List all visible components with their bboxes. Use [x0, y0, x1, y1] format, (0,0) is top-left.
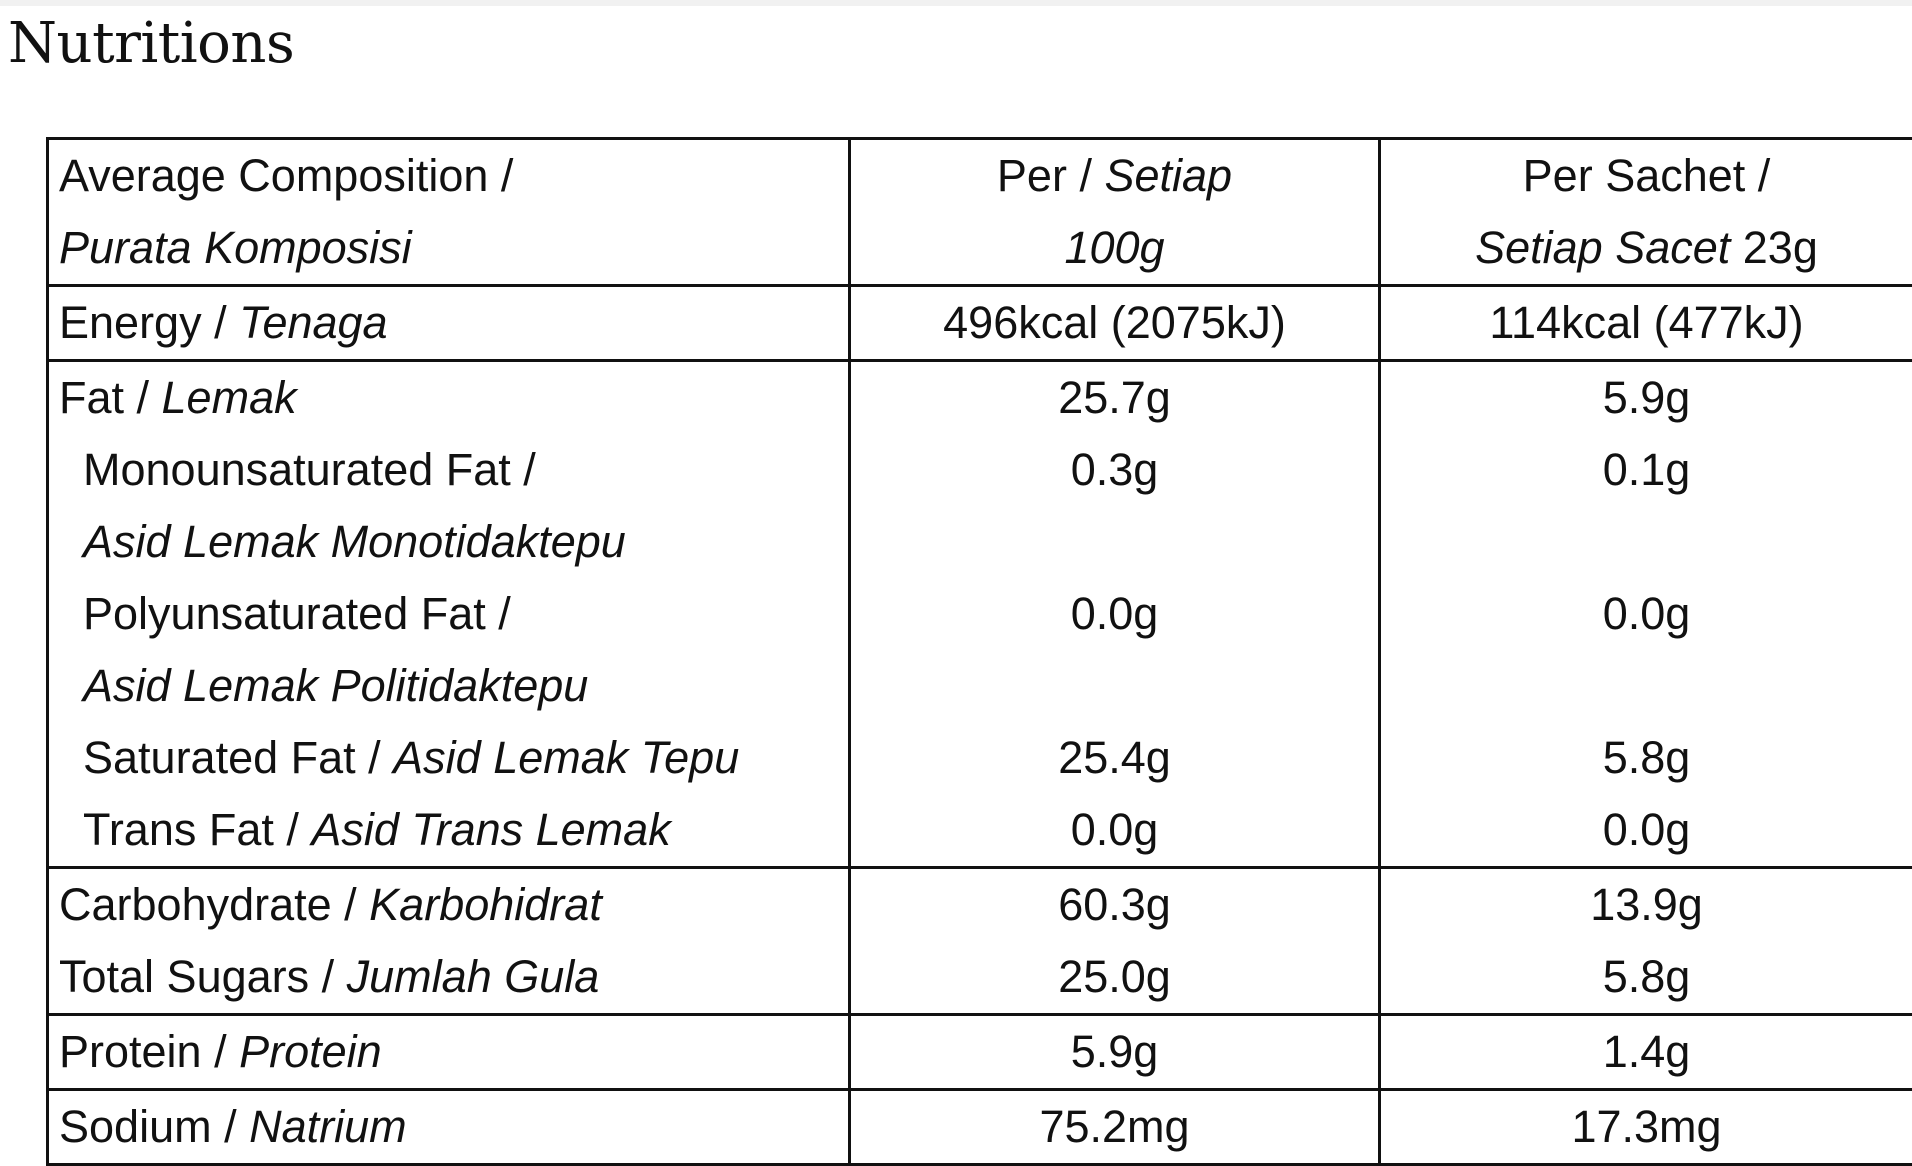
- row-label: Saturated Fat / Asid Lemak Tepu: [48, 722, 850, 794]
- table-row-total-sugars: [48, 941, 1912, 1015]
- row-label: Trans Fat / Asid Trans Lemak: [48, 794, 850, 868]
- row-label: Total Sugars / Jumlah Gula: [48, 941, 850, 1015]
- per-sachet-value: 114kcal (477kJ): [1380, 286, 1912, 361]
- per-sachet-value: 17.3mg: [1380, 1090, 1912, 1165]
- table-row-trans-fat: [48, 794, 1912, 868]
- table-row-protein: [48, 1015, 1912, 1090]
- per-sachet-value: 1.4g: [1380, 1015, 1912, 1090]
- header-row-2: [48, 212, 1912, 286]
- per-sachet-value: 0.1g: [1380, 434, 1912, 506]
- per-100g-value: 25.4g: [850, 722, 1380, 794]
- header-per-100g-label: Per / Setiap: [850, 139, 1380, 213]
- page-title: Nutritions: [8, 8, 294, 80]
- per-sachet-value: 5.8g: [1380, 722, 1912, 794]
- row-label: Monounsaturated Fat /: [48, 434, 850, 506]
- row-label: Carbohydrate / Karbohidrat: [48, 868, 850, 942]
- row-label-malay: Asid Lemak Politidaktepu: [48, 650, 850, 722]
- table-row-fat: [48, 361, 1912, 435]
- per-100g-value: 0.3g: [850, 434, 1380, 506]
- per-sachet-value: 13.9g: [1380, 868, 1912, 942]
- per-100g-value: 60.3g: [850, 868, 1380, 942]
- row-label: Energy / Tenaga: [48, 286, 850, 361]
- per-sachet-value: 5.8g: [1380, 941, 1912, 1015]
- per-100g-value: 496kcal (2075kJ): [850, 286, 1380, 361]
- header-composition-malay: Purata Komposisi: [48, 212, 850, 286]
- per-100g-value: 25.7g: [850, 361, 1380, 435]
- table-row-saturated-fat: [48, 722, 1912, 794]
- per-100g-value: 25.0g: [850, 941, 1380, 1015]
- table-row-monounsaturated-fat-malay: [48, 506, 1912, 578]
- per-sachet-value: 0.0g: [1380, 578, 1912, 650]
- row-label: Protein / Protein: [48, 1015, 850, 1090]
- empty-cell: [1380, 506, 1912, 578]
- nutrition-table: [46, 137, 1912, 1166]
- per-sachet-value: 5.9g: [1380, 361, 1912, 435]
- top-bar: [0, 0, 1912, 6]
- per-100g-value: 75.2mg: [850, 1090, 1380, 1165]
- row-label: Fat / Lemak: [48, 361, 850, 435]
- per-100g-value: 0.0g: [850, 794, 1380, 868]
- header-per-100g-qty: 100g: [850, 212, 1380, 286]
- empty-cell: [850, 650, 1380, 722]
- row-label: Sodium / Natrium: [48, 1090, 850, 1165]
- empty-cell: [850, 506, 1380, 578]
- empty-cell: [1380, 650, 1912, 722]
- header-per-sachet-label: Per Sachet /: [1380, 139, 1912, 213]
- row-label: Polyunsaturated Fat /: [48, 578, 850, 650]
- table-row-polyunsaturated-fat-malay: [48, 650, 1912, 722]
- header-per-sachet-malay: Setiap Sacet 23g: [1380, 212, 1912, 286]
- header-row: [48, 139, 1912, 213]
- table-row-monounsaturated-fat: [48, 434, 1912, 506]
- per-100g-value: 5.9g: [850, 1015, 1380, 1090]
- per-100g-value: 0.0g: [850, 578, 1380, 650]
- row-label-malay: Asid Lemak Monotidaktepu: [48, 506, 850, 578]
- header-composition-label: Average Composition /: [48, 139, 850, 213]
- per-sachet-value: 0.0g: [1380, 794, 1912, 868]
- table-row-polyunsaturated-fat: [48, 578, 1912, 650]
- table-row-energy: [48, 286, 1912, 361]
- table-row-carbohydrate: [48, 868, 1912, 942]
- table-row-sodium: [48, 1090, 1912, 1165]
